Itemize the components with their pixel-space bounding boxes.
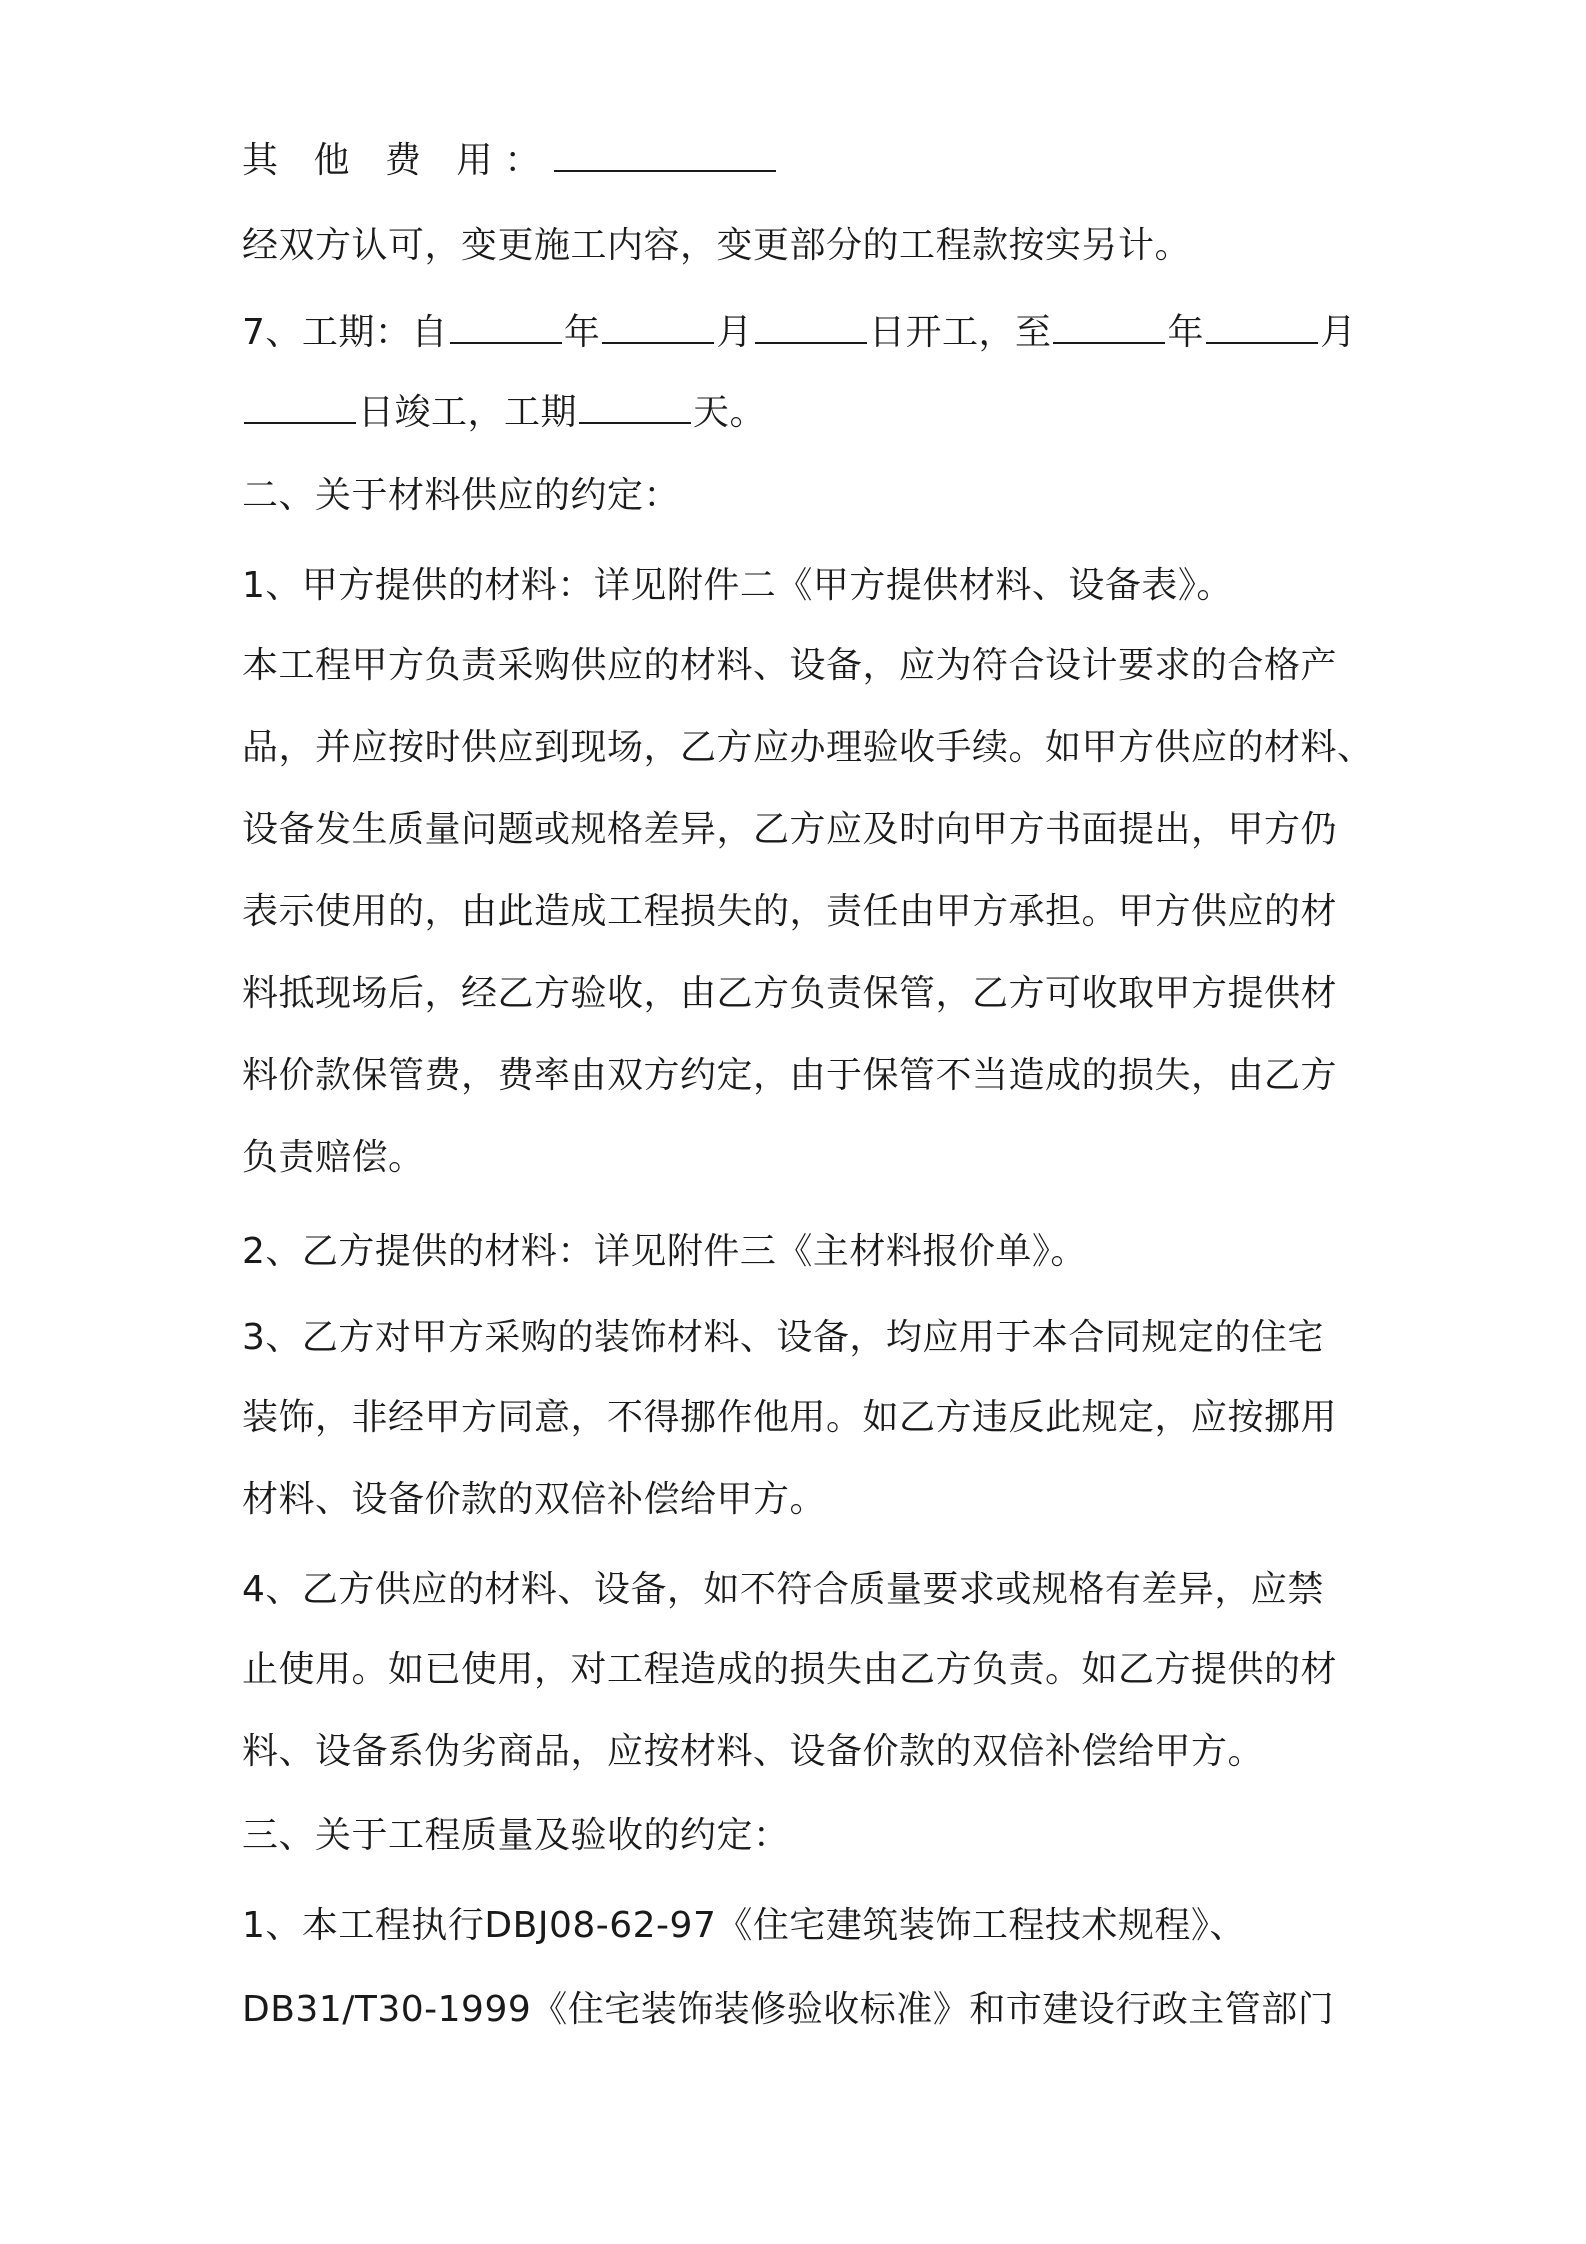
s2-item-4-line: 4、乙方供应的材料、设备，如不符合质量要求或规格有差异，应禁: [242, 1569, 1324, 1610]
period-start: 日开工，至: [868, 312, 1052, 353]
period-end: 日竣工，工期: [358, 392, 578, 433]
s2-item-3-line: 装饰，非经甲方同意，不得挪作他用。如乙方违反此规定，应按挪用: [242, 1397, 1338, 1438]
period-days: 天。: [693, 392, 767, 433]
s2-item-4-line: 止使用。如已使用，对工程造成的损失由乙方负责。如乙方提供的材: [242, 1649, 1338, 1690]
period-month-2: 月: [1319, 312, 1357, 353]
s3-item-1-line: 1、本工程执行DBJ08-62-97《住宅建筑装饰工程技术规程》、: [242, 1905, 1246, 1946]
other-fees-blank: [554, 136, 776, 172]
start-month-blank: [602, 308, 714, 344]
end-day-blank: [244, 388, 356, 424]
s2-paragraph-line: 表示使用的，由此造成工程损失的，责任由甲方承担。甲方供应的材: [242, 891, 1338, 932]
period-prefix: 7、工期：自: [242, 312, 448, 353]
end-year-blank: [1053, 308, 1165, 344]
other-fees-label: 其 他 费 用：: [242, 140, 553, 181]
s2-item-3-line: 3、乙方对甲方采购的装饰材料、设备，均应用于本合同规定的住宅: [242, 1317, 1324, 1358]
s2-paragraph-line: 负责赔偿。: [242, 1137, 425, 1178]
period-year-2: 年: [1167, 312, 1204, 353]
period-year-1: 年: [563, 312, 601, 353]
start-day-blank: [755, 308, 867, 344]
period-line-1: [242, 308, 1356, 357]
s2-item-3-line: 材料、设备价款的双倍补偿给甲方。: [242, 1479, 827, 1520]
change-note: 经双方认可，变更施工内容，变更部分的工程款按实另计。: [242, 225, 1192, 266]
period-month-1: 月: [716, 312, 753, 353]
s2-paragraph-line: 设备发生质量问题或规格差异，乙方应及时向甲方书面提出，甲方仍: [242, 809, 1338, 850]
start-year-blank: [450, 308, 562, 344]
s2-paragraph-line: 料抵现场后，经乙方验收，由乙方负责保管，乙方可收取甲方提供材: [242, 973, 1338, 1014]
other-fees-line: [242, 136, 778, 185]
s2-paragraph-line: 本工程甲方负责采购供应的材料、设备，应为符合设计要求的合格产: [242, 645, 1338, 686]
section-3-title: 三、关于工程质量及验收的约定：: [242, 1815, 790, 1856]
s2-item-2: 2、乙方提供的材料：详见附件三《主材料报价单》。: [242, 1231, 1087, 1272]
duration-blank: [579, 388, 691, 424]
end-month-blank: [1206, 308, 1318, 344]
s2-item-1: 1、甲方提供的材料：详见附件二《甲方提供材料、设备表》。: [242, 565, 1233, 606]
s2-paragraph-line: 品，并应按时供应到现场，乙方应办理验收手续。如甲方供应的材料、: [242, 727, 1374, 768]
section-2-title: 二、关于材料供应的约定：: [242, 475, 681, 516]
s2-paragraph-line: 料价款保管费，费率由双方约定，由于保管不当造成的损失，由乙方: [242, 1055, 1338, 1096]
period-line-2: [242, 388, 766, 437]
s3-item-1-line: DB31/T30-1999《住宅装饰装修验收标准》和市建设行政主管部门: [242, 1989, 1335, 2030]
s2-item-4-line: 料、设备系伪劣商品，应按材料、设备价款的双倍补偿给甲方。: [242, 1731, 1265, 1772]
